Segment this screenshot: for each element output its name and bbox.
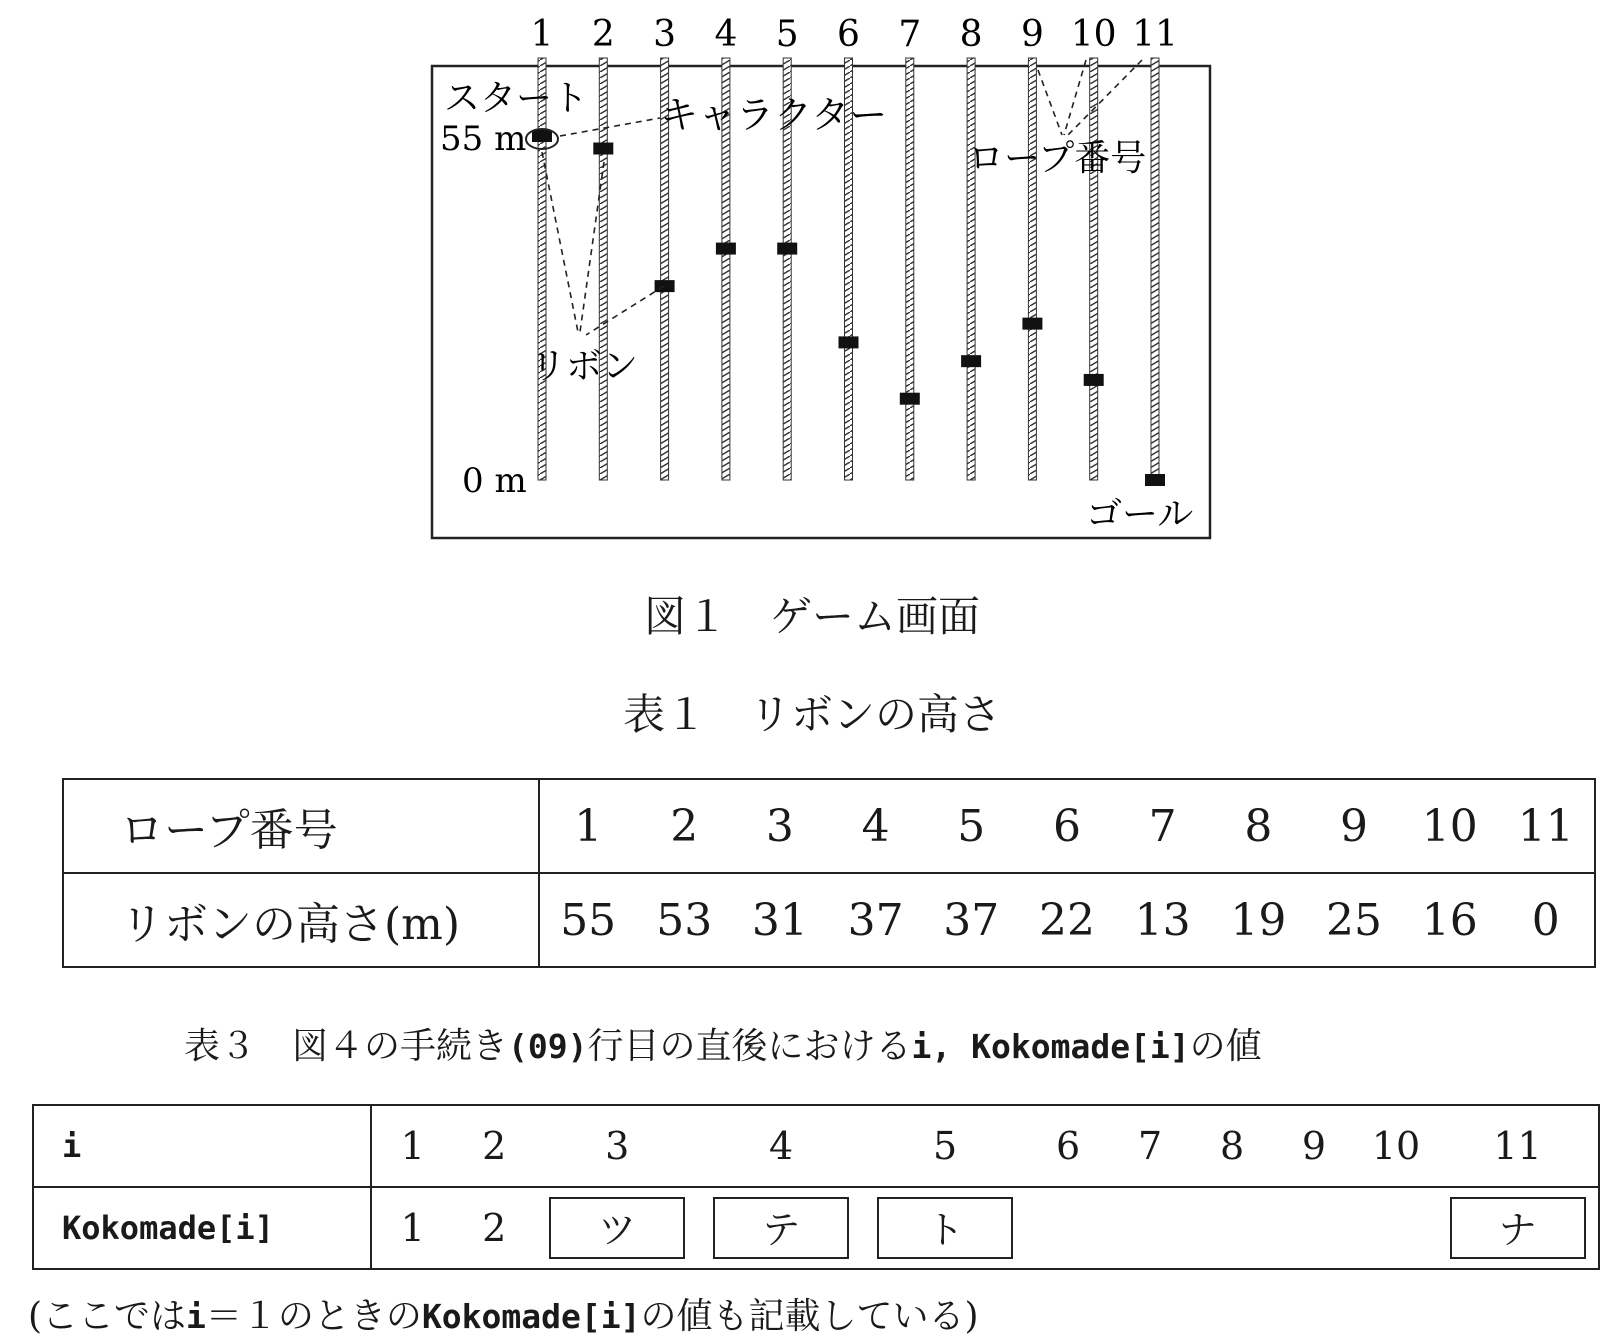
answer-blank-te: テ <box>713 1197 849 1259</box>
rope-9 <box>1028 58 1036 480</box>
figure-caption: 図１ ゲーム画面 <box>643 592 980 641</box>
rope-number-label: 1 <box>530 14 554 55</box>
table-cell: 3 <box>535 1105 699 1187</box>
table3-caption <box>184 1018 1262 1069</box>
table-cell: 1 <box>539 779 636 873</box>
rope-number-label: 7 <box>898 14 922 55</box>
rope-11 <box>1151 58 1159 480</box>
rope-number-label: 9 <box>1020 14 1044 55</box>
table3-caption-mid: 行目の直後における <box>587 1026 912 1067</box>
table3-caption-prefix: 表３ 図４の手続き <box>184 1026 509 1067</box>
table-cell <box>1109 1187 1191 1269</box>
rope-8 <box>967 58 975 480</box>
rope-1 <box>538 58 546 480</box>
table-cell: 6 <box>1019 779 1115 873</box>
table-row <box>63 779 1595 873</box>
table-cell: 4 <box>828 779 924 873</box>
table-cell: 37 <box>923 873 1019 967</box>
label-goal: ゴール <box>1086 494 1194 535</box>
table-cell: 1 <box>371 1105 453 1187</box>
rope-number-label: 11 <box>1132 14 1178 55</box>
ribbon-11 <box>1145 474 1165 486</box>
table-cell <box>1273 1187 1355 1269</box>
table-cell: 6 <box>1027 1105 1109 1187</box>
rope-number-label: 6 <box>837 14 860 55</box>
label-start-height: 55 m <box>440 119 527 159</box>
table-cell <box>1437 1187 1599 1269</box>
table-cell: 2 <box>453 1187 535 1269</box>
table-cell: 8 <box>1211 779 1307 873</box>
table-cell: 2 <box>636 779 732 873</box>
rope-number-label: 4 <box>714 14 738 55</box>
note-code2: Kokomade[i] <box>421 1297 641 1336</box>
note-prefix: (ここでは <box>28 1296 187 1337</box>
ribbon-10 <box>1084 374 1104 386</box>
table-cell: 11 <box>1498 779 1595 873</box>
rope-7 <box>906 58 914 480</box>
table-cell: 3 <box>732 779 828 873</box>
table-cell: 31 <box>732 873 828 967</box>
ribbon-7 <box>900 393 920 405</box>
row-header-kokomade: Kokomade[i] <box>33 1187 371 1269</box>
ribbon-8 <box>961 355 981 367</box>
table-cell: 1 <box>371 1187 453 1269</box>
table-row <box>63 873 1595 967</box>
table-row <box>33 1105 1599 1187</box>
table-cell: 19 <box>1211 873 1307 967</box>
rope-number-labels <box>531 14 1178 55</box>
answer-blank-to: ト <box>877 1197 1013 1259</box>
rope-number-label: 10 <box>1070 14 1117 55</box>
ribbon-2 <box>593 143 613 155</box>
table-cell <box>1355 1187 1437 1269</box>
table-cell: 25 <box>1306 873 1402 967</box>
table3-caption-suffix: の値 <box>1189 1026 1262 1067</box>
table-cell: 5 <box>863 1105 1027 1187</box>
table-cell: 8 <box>1191 1105 1273 1187</box>
note-code1: i <box>186 1297 206 1336</box>
table-cell: 16 <box>1402 873 1498 967</box>
ribbon-1 <box>532 130 552 142</box>
rope-number-label: 5 <box>775 14 799 55</box>
rope-number-label: 8 <box>959 14 983 55</box>
answer-blank-tsu: ツ <box>549 1197 685 1259</box>
table-cell: 10 <box>1355 1105 1437 1187</box>
row-header-rope-number: ロープ番号 <box>63 779 539 873</box>
table3-caption-code2: i, Kokomade[i] <box>911 1027 1190 1066</box>
table-cell: 55 <box>539 873 636 967</box>
table3-note <box>28 1288 979 1339</box>
table-cell <box>863 1187 1027 1269</box>
table1-caption: 表１ リボンの高さ <box>622 690 1001 739</box>
ribbon-3 <box>655 280 675 292</box>
table-cell: 22 <box>1019 873 1115 967</box>
ribbon-height-table <box>62 778 1596 968</box>
table-row <box>33 1187 1599 1269</box>
answer-blank-na: ナ <box>1450 1197 1586 1259</box>
table-cell <box>1191 1187 1273 1269</box>
table-cell: 10 <box>1402 779 1498 873</box>
table-cell: 4 <box>699 1105 863 1187</box>
kokomade-table <box>32 1104 1600 1270</box>
table-cell: 11 <box>1437 1105 1599 1187</box>
table-cell <box>535 1187 699 1269</box>
table-cell <box>1027 1187 1109 1269</box>
rope-number-label: 2 <box>591 14 615 55</box>
label-character: キャラクター <box>660 93 888 137</box>
table-cell: 0 <box>1498 873 1595 967</box>
table-cell: 37 <box>828 873 924 967</box>
rope-10 <box>1090 58 1098 480</box>
table3-caption-code1: (09) <box>508 1027 588 1066</box>
label-zero-height: 0 m <box>462 461 527 501</box>
note-suffix: の値も記載している) <box>640 1296 979 1337</box>
row-header-ribbon-height: リボンの高さ(m) <box>63 873 539 967</box>
ribbon-6 <box>839 336 859 348</box>
table-cell: 53 <box>636 873 732 967</box>
ribbon-4 <box>716 243 736 255</box>
table-cell <box>699 1187 863 1269</box>
table-cell: 7 <box>1109 1105 1191 1187</box>
table-cell: 2 <box>453 1105 535 1187</box>
rope-2 <box>599 58 607 480</box>
row-header-i: i <box>33 1105 371 1187</box>
label-rope-number: ロープ番号 <box>968 138 1147 179</box>
note-mid: ＝１のときの <box>205 1296 422 1337</box>
label-start: スタート <box>444 78 589 119</box>
ribbon-5 <box>777 243 797 255</box>
label-ribbon: リボン <box>530 346 639 387</box>
game-screen-figure <box>0 0 1624 640</box>
table-cell: 7 <box>1115 779 1211 873</box>
table-cell: 13 <box>1115 873 1211 967</box>
table-cell: 9 <box>1273 1105 1355 1187</box>
ribbon-9 <box>1022 318 1042 330</box>
rope-number-label: 3 <box>653 14 677 55</box>
table-cell: 5 <box>923 779 1019 873</box>
table-cell: 9 <box>1306 779 1402 873</box>
